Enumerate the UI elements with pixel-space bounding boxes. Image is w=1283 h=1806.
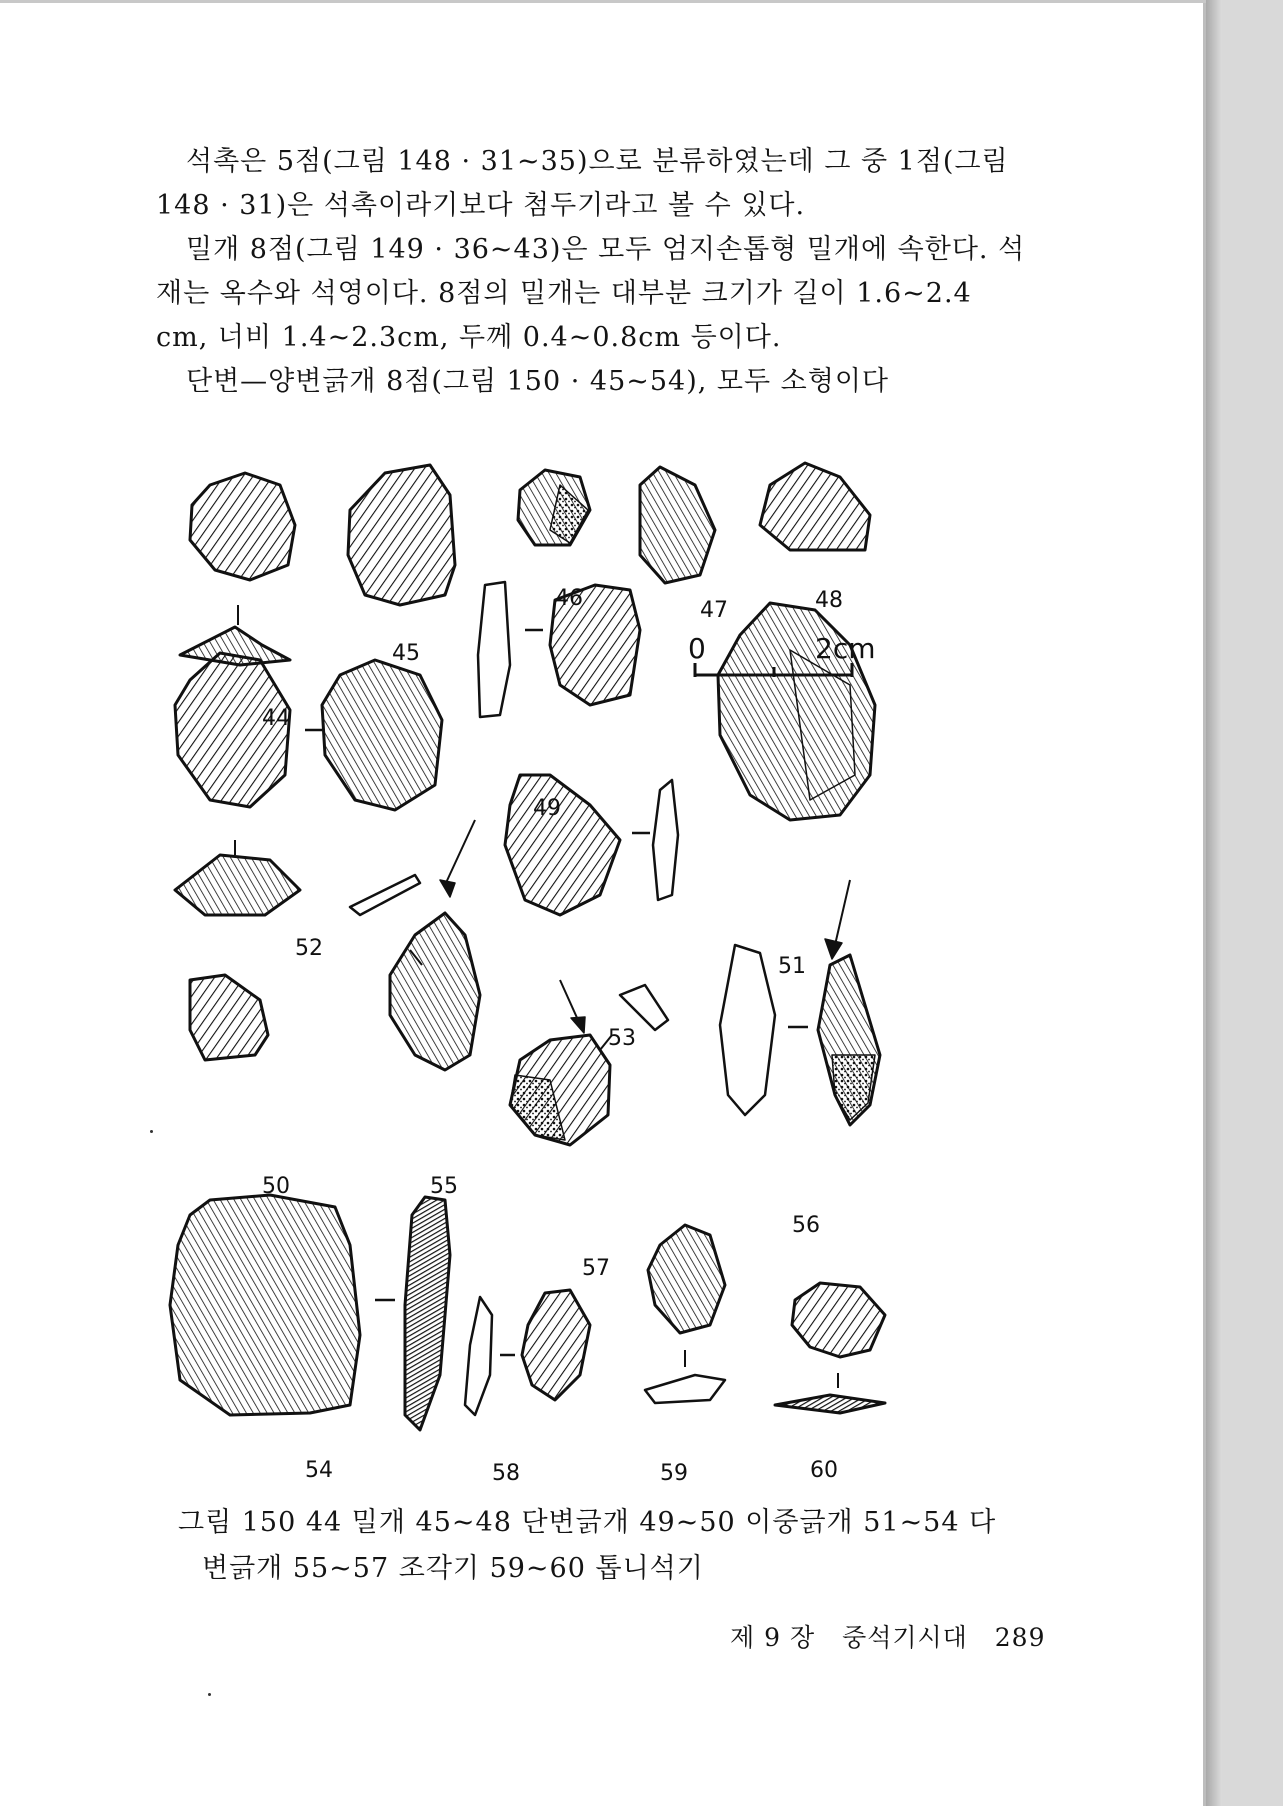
artifact-48 [760, 463, 870, 550]
artifact-59 [648, 1225, 725, 1333]
fig-label-58: 58 [492, 1461, 520, 1486]
artifact-52-back [322, 660, 442, 810]
paragraph-line: 석촉은 5점(그림 148 · 31~35)으로 분류하였는데 그 중 1점(그림 [186, 146, 1009, 177]
artifact-52-profile [175, 855, 300, 915]
fig-label-44: 44 [262, 706, 290, 731]
fig-label-56: 56 [792, 1213, 820, 1238]
scale-zero-label: 0 [688, 632, 706, 665]
paragraph-line: cm, 너비 1.4~2.3cm, 두께 0.4~0.8cm 등이다. [156, 322, 782, 353]
figure-caption [178, 1500, 1058, 1592]
caption-line: 변긁개 55~57 조각기 59~60 톱니석기 [202, 1553, 704, 1584]
fig-label-51: 51 [778, 954, 806, 979]
body-text [156, 140, 1036, 404]
artifact-54-profile [405, 1197, 450, 1430]
page-footer [730, 1618, 1064, 1654]
chapter-title: 중석기시대 [842, 1623, 968, 1652]
page-number: 289 [994, 1623, 1046, 1652]
paragraph-line: 밀개 8점(그림 149 · 36~43)은 모두 엄지손톱형 밀개에 속한다. 석 [186, 234, 1026, 265]
fig-label-45: 45 [392, 641, 420, 666]
artifact-60-profile [775, 1395, 885, 1413]
artifact-53-profile [653, 780, 678, 900]
scale-max-label: 2cm [815, 632, 876, 665]
fig-label-48: 48 [815, 588, 843, 613]
artifact-57-spall [620, 985, 668, 1030]
fig-label-60: 60 [810, 1458, 838, 1483]
scan-speck [150, 1130, 153, 1133]
artifact-60 [792, 1283, 885, 1357]
fig-label-49: 49 [533, 796, 561, 821]
fig-label-46: 46 [555, 586, 583, 611]
fig-label-50: 50 [262, 1174, 290, 1199]
artifact-49-profile [478, 582, 510, 717]
artifact-58 [522, 1290, 590, 1400]
artifact-figure [150, 455, 1050, 1490]
artifact-55-spall [350, 875, 420, 915]
artifact-58-profile [465, 1297, 492, 1415]
scan-speck [208, 1693, 211, 1696]
caption-line: 그림 150 44 밀개 45~48 단변긁개 49~50 이중긁개 51~54 다 [178, 1507, 997, 1538]
fig-label-54: 54 [305, 1458, 333, 1483]
artifact-drawings [150, 455, 1050, 1490]
artifact-44-face [190, 473, 295, 580]
fig-label-47: 47 [700, 598, 728, 623]
artifact-55 [390, 913, 480, 1070]
artifact-47 [640, 467, 715, 583]
artifact-50 [190, 975, 268, 1060]
artifact-54-face [170, 1195, 360, 1415]
fig-label-57: 57 [582, 1256, 610, 1281]
artifact-53 [505, 775, 620, 915]
artifact-45 [348, 465, 455, 605]
paragraph-line: 단변—양변긁개 8점(그림 150 · 45~54), 모두 소형이다 [186, 366, 890, 397]
fig-label-55: 55 [430, 1174, 458, 1199]
fig-label-53: 53 [608, 1026, 636, 1051]
fig-label-52: 52 [295, 936, 323, 961]
paragraph-line: 148 · 31)은 석촉이라기보다 첨두기라고 볼 수 있다. [156, 190, 806, 221]
page-edge-shadow [1206, 0, 1222, 1806]
paragraph-line: 재는 옥수와 석영이다. 8점의 밀개는 대부분 크기가 길이 1.6~2.4 [156, 278, 972, 309]
artifact-56-profile [720, 945, 775, 1115]
page-top-border [0, 0, 1206, 3]
fig-label-59: 59 [660, 1461, 688, 1486]
artifact-59-profile [645, 1375, 725, 1403]
chapter-label: 제 9 장 [730, 1623, 816, 1652]
